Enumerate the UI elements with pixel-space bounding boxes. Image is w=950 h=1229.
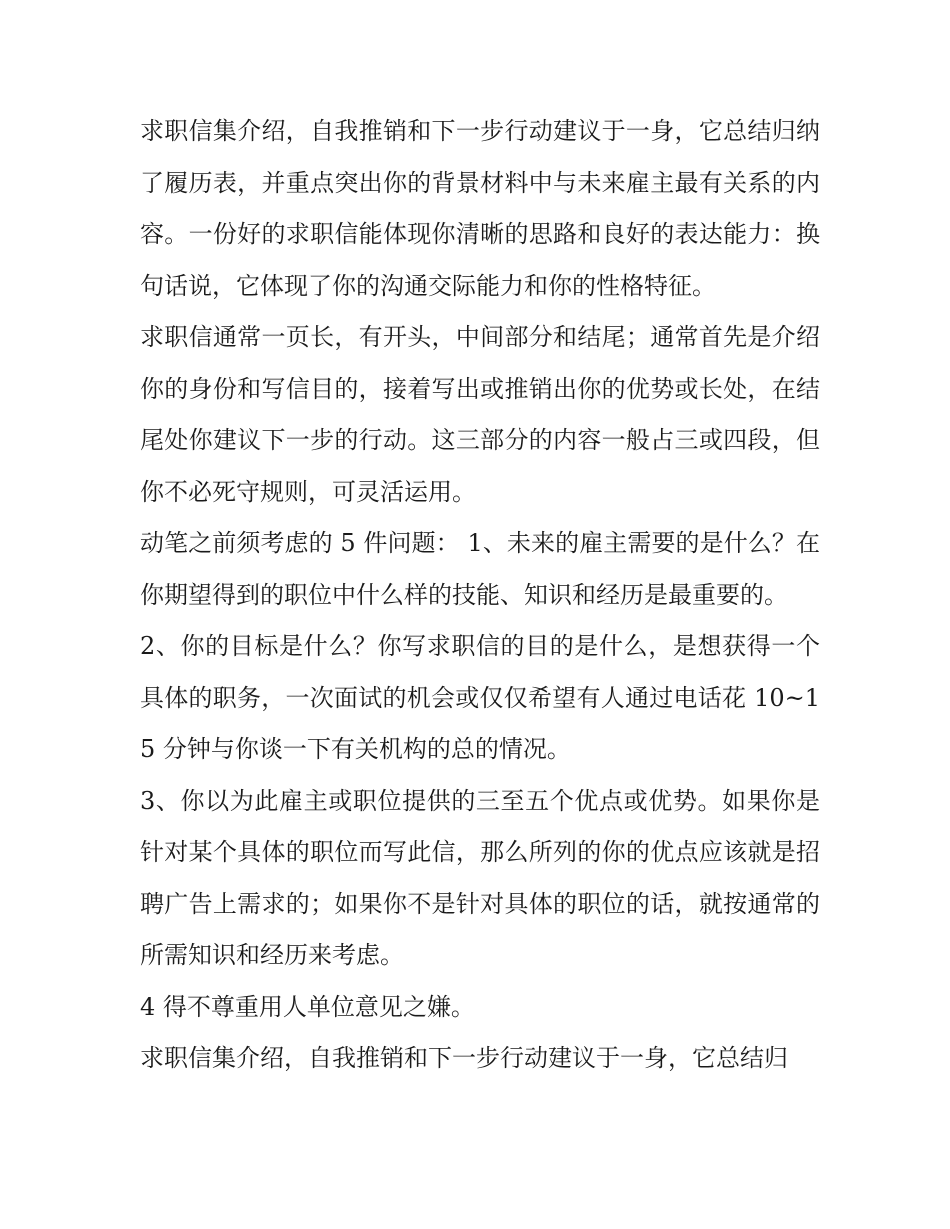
paragraph-question-4: 4 得不尊重用人单位意见之嫌。 [140, 992, 475, 1021]
paragraph-question-2: 2、你的目标是什么？你写求职信的目的是什么，是想获得一个具体的职务，一次面试的机会或仅仅希望有人通过电话花 10~15 分钟与你谈一下有关机构的总的情况。 [140, 632, 820, 763]
paragraph-structure: 求职信通常一页长，有开头，中间部分和结尾；通常首先是介绍你的身份和写信目的，接着写出或推销出你的优势或长处，在结尾处你建议下一步的行动。这三部分的内容一般占三或四段，但你不必死守规则，可灵活运用。 [140, 323, 820, 506]
paragraph-intro: 求职信集介绍，自我推销和下一步行动建议于一身，它总结归纳了履历表，并重点突出你的背景材料中与未来雇主最有关系的内容。一份好的求职信能体现你清晰的思路和良好的表达能力：换句话说，它体现了你的沟通交际能力和你的性格特征。 [140, 117, 820, 300]
document-body [140, 106, 820, 1085]
paragraph-question-1: 动笔之前须考虑的 5 件问题： 1、未来的雇主需要的是什么？在你期望得到的职位中什么样的技能、知识和经历是最重要的。 [140, 529, 820, 609]
paragraph-repeat-intro: 求职信集介绍，自我推销和下一步行动建议于一身，它总结归 [140, 1044, 788, 1072]
paragraph-question-3: 3、你以为此雇主或职位提供的三至五个优点或优势。如果你是针对某个具体的职位而写此信，那么所列的你的优点应该就是招聘广告上需求的；如果你不是针对具体的职位的话，就按通常的所需知识和经历来考虑。 [140, 786, 820, 969]
